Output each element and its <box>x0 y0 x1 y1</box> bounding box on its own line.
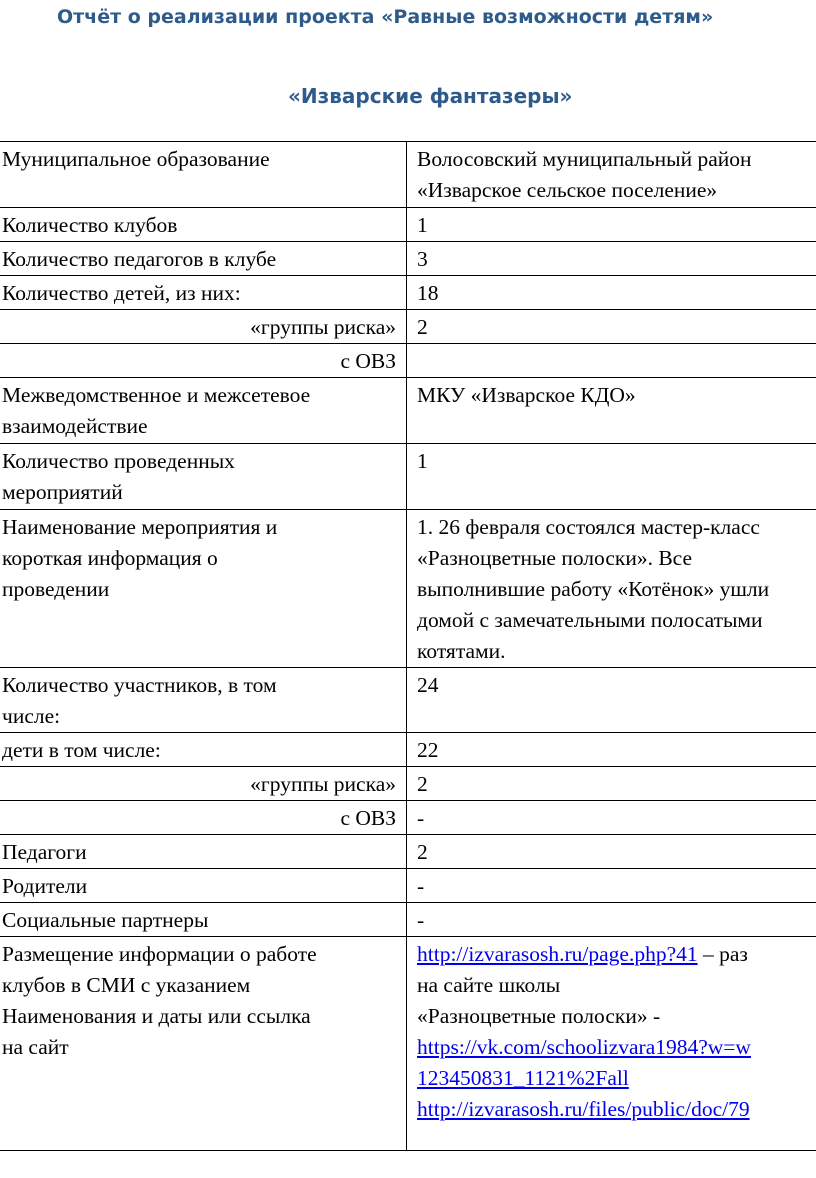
row-label: Социальные партнеры <box>0 903 407 937</box>
row-label: «группы риска» <box>0 310 407 344</box>
row-label: Количество педагогов в клубе <box>0 242 407 276</box>
row-label: Количество проведенных мероприятий <box>0 444 407 510</box>
row-label: Межведомственное и межсетевое взаимодействие <box>0 378 407 444</box>
row-label: Педагоги <box>0 835 407 869</box>
row-value: 24 <box>407 668 816 733</box>
row-value: 3 <box>407 242 816 276</box>
table-row <box>0 208 816 242</box>
table-row <box>0 510 816 668</box>
table-row <box>0 903 816 937</box>
table-row <box>0 378 816 444</box>
table-row <box>0 444 816 510</box>
row-label: Количество участников, в том числе: <box>0 668 407 733</box>
row-label: «группы риска» <box>0 767 407 801</box>
row-value: - <box>407 869 816 903</box>
vk-post-link-continued[interactable]: 123450831_1121%2Fall <box>417 1066 629 1090</box>
media-text: на сайте школы <box>417 973 561 997</box>
row-value: МКУ «Изварское КДО» <box>407 378 816 444</box>
row-label: Количество детей, из них: <box>0 276 407 310</box>
row-value: Волосовский муниципальный район «Изварское сельское поселение» <box>407 142 816 208</box>
table-row <box>0 242 816 276</box>
row-value <box>407 344 816 378</box>
table-row <box>0 668 816 733</box>
table-row <box>0 869 816 903</box>
media-text: «Разноцветные полоски» - <box>417 1004 661 1028</box>
row-value: - <box>407 903 816 937</box>
table-row <box>0 733 816 767</box>
row-label: Наименование мероприятия и короткая информация о проведении <box>0 510 407 668</box>
table-row <box>0 310 816 344</box>
table-row <box>0 767 816 801</box>
row-value: 2 <box>407 767 816 801</box>
vk-post-link[interactable]: https://vk.com/schoolizvara1984?w=w <box>417 1035 751 1059</box>
school-page-link[interactable]: http://izvarasosh.ru/page.php?41 <box>417 942 698 966</box>
table-row <box>0 276 816 310</box>
row-label: Количество клубов <box>0 208 407 242</box>
table-row <box>0 937 816 1151</box>
row-value: 22 <box>407 733 816 767</box>
row-label: дети в том числе: <box>0 733 407 767</box>
row-value: 2 <box>407 310 816 344</box>
row-label: с ОВЗ <box>0 801 407 835</box>
row-value: 1. 26 февраля состоялся мастер-класс «Разноцветные полоски». Все выполнившие работу «Котёнок» ушли домой с замечательными полосатыми котятами. <box>407 510 816 668</box>
link-suffix: – раз <box>697 942 748 966</box>
row-value: 1 <box>407 444 816 510</box>
table-row <box>0 142 816 208</box>
row-label: Размещение информации о работе клубов в СМИ с указанием Наименования и даты или ссылка на сайт <box>0 937 407 1151</box>
project-name: «Изварские фантазеры» <box>288 84 573 108</box>
row-value: 18 <box>407 276 816 310</box>
row-value: 2 <box>407 835 816 869</box>
table-row <box>0 835 816 869</box>
report-table <box>0 141 816 1151</box>
row-label: Родители <box>0 869 407 903</box>
row-value <box>407 937 816 1151</box>
report-title: Отчёт о реализации проекта «Равные возможности детям» <box>57 6 714 28</box>
row-label: Муниципальное образование <box>0 142 407 208</box>
document-link[interactable]: http://izvarasosh.ru/files/public/doc/79 <box>417 1097 750 1121</box>
table-row <box>0 344 816 378</box>
row-label: с ОВЗ <box>0 344 407 378</box>
row-value: 1 <box>407 208 816 242</box>
table-row <box>0 801 816 835</box>
row-value: - <box>407 801 816 835</box>
